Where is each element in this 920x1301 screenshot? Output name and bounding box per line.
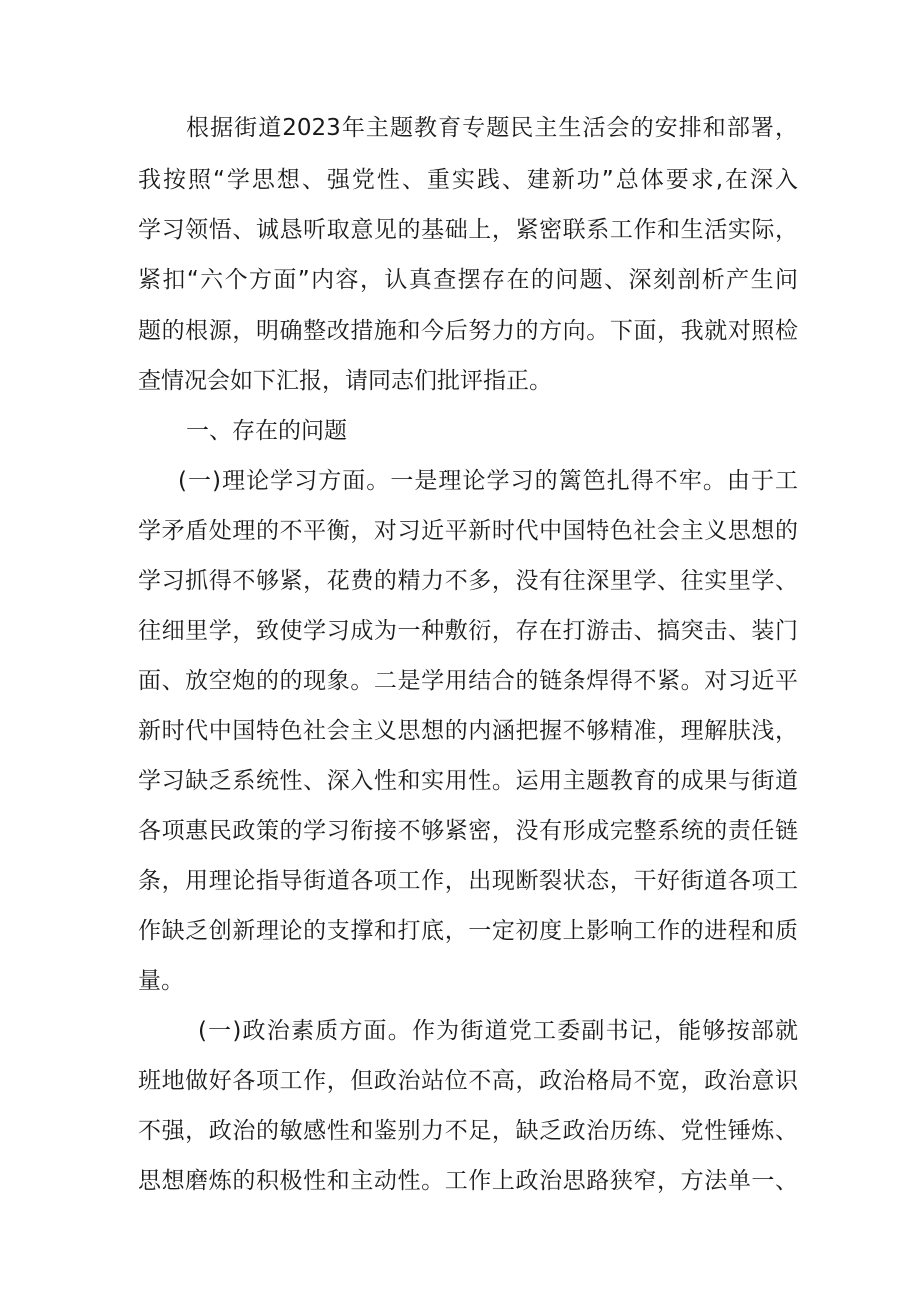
intro-line-1: 根据街道2023年主题教育专题民主生活会的安排和部署， <box>186 115 798 141</box>
intro-line-6: 查情况会如下汇报，请同志们批评指正。 <box>138 368 552 394</box>
paragraph1-line-9: 条，用理论指导街道各项工作，出现断裂状态，干好街道各项工 <box>138 868 798 894</box>
paragraph2-line-3: 不强，政治的敏感性和鉴别力不足，缺乏政治历练、党性锤炼、 <box>138 1118 798 1144</box>
paragraph1-line-3: 学习抓得不够紧，花费的精力不多，没有往深里学、往实里学、 <box>138 568 798 594</box>
section-heading: 一、存在的问题 <box>186 418 347 444</box>
paragraph1-line-4: 往细里学，致使学习成为一种敷衍，存在打游击、搞突击、装门 <box>138 618 798 644</box>
intro-line-4: 紧扣“六个方面”内容，认真查摆存在的问题、深刻剖析产生问 <box>138 267 798 293</box>
paragraph2-line-1: (一)政治素质方面。作为街道党工委副书记，能够按部就 <box>198 1018 798 1044</box>
paragraph1-line-7: 学习缺乏系统性、深入性和实用性。运用主题教育的成果与街道 <box>138 768 798 794</box>
intro-line-5: 题的根源，明确整改措施和今后努力的方向。下面，我就对照检 <box>138 318 798 344</box>
intro-line-3: 学习领悟、诚恳听取意见的基础上，紧密联系工作和生活实际， <box>138 217 798 243</box>
paragraph1-line-5: 面、放空炮的的现象。二是学用结合的链条焊得不紧。对习近平 <box>138 668 798 694</box>
paragraph1-line-8: 各项惠民政策的学习衔接不够紧密，没有形成完整系统的责任链 <box>138 818 798 844</box>
paragraph1-line-11: 量。 <box>138 968 184 994</box>
paragraph2-line-4: 思想磨炼的积极性和主动性。工作上政治思路狭窄，方法单一、 <box>138 1168 798 1194</box>
paragraph2-line-2: 班地做好各项工作，但政治站位不高，政治格局不宽，政治意识 <box>138 1068 798 1094</box>
paragraph1-line-6: 新时代中国特色社会主义思想的内涵把握不够精准，理解肤浅， <box>138 718 798 744</box>
paragraph1-line-2: 学矛盾处理的不平衡，对习近平新时代中国特色社会主义思想的 <box>138 518 798 544</box>
paragraph1-line-1: (一)理论学习方面。一是理论学习的篱笆扎得不牢。由于工 <box>178 468 798 494</box>
intro-line-2: 我按照“学思想、强党性、重实践、建新功”总体要求,在深入 <box>138 167 798 193</box>
paragraph1-line-10: 作缺乏创新理论的支撑和打底，一定初度上影响工作的进程和质 <box>138 918 798 944</box>
